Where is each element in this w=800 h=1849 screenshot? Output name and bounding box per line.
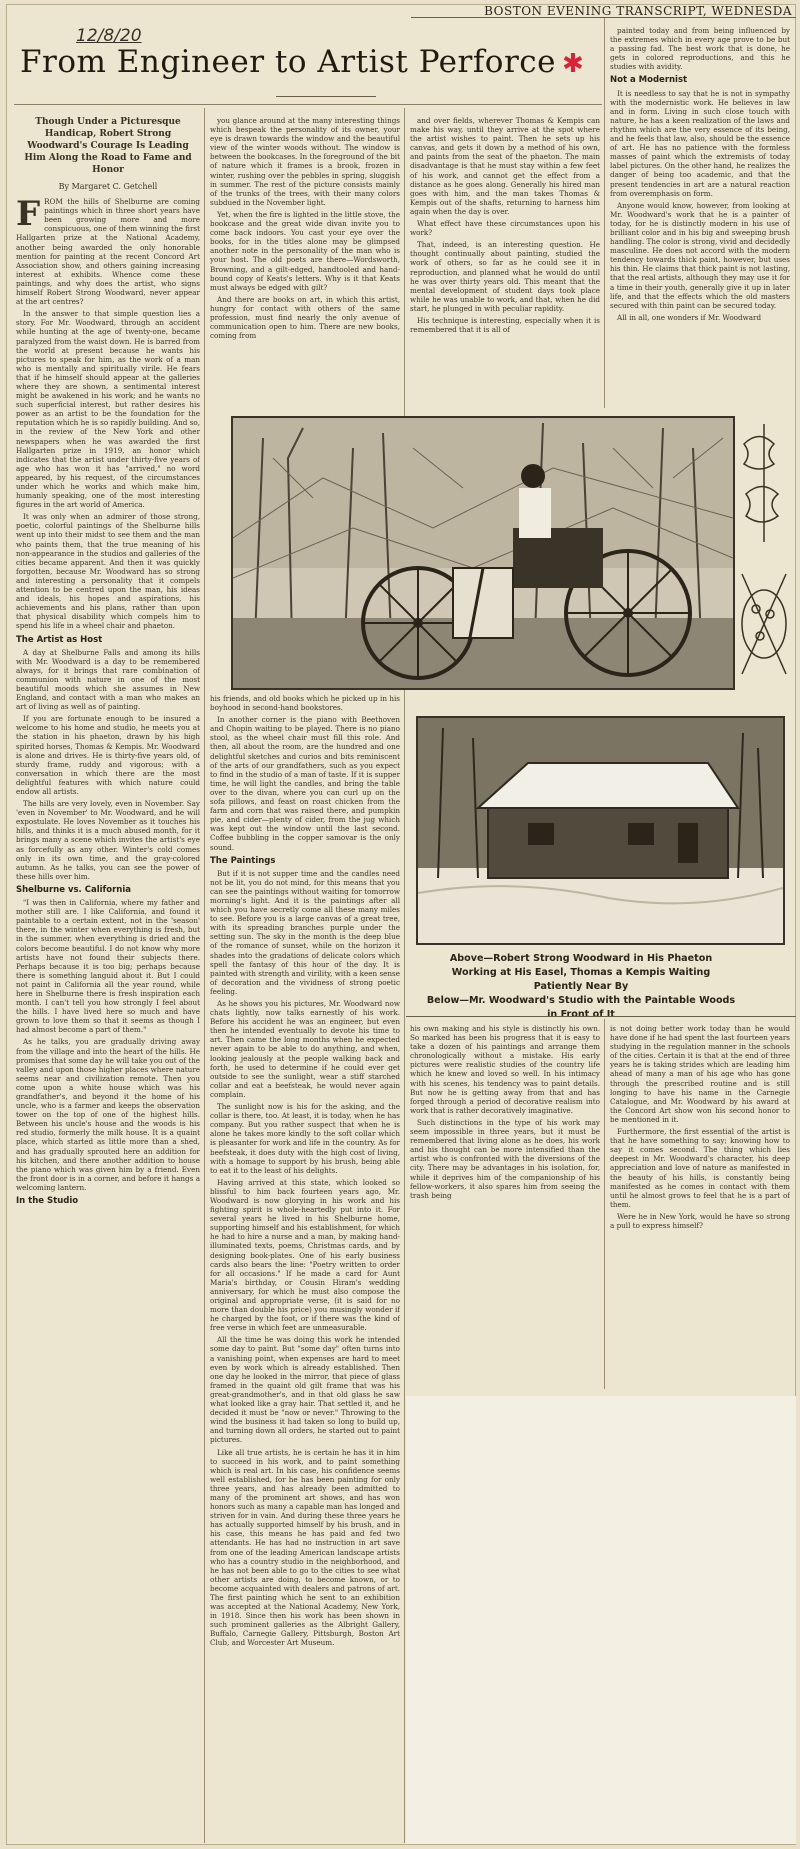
column-3-top <box>410 116 600 406</box>
column-4-top <box>610 26 790 406</box>
paragraph: That, indeed, is an interesting question. He thought continually about painting, studied the work of others, so far as he could see it in reproduction, and planned what he would do until he was over thirty years old. This meant that the mental development of student days took place while he was unable to work, and that, when he did start, he plunged in with peculiar rapidity. <box>410 240 600 313</box>
caption-rule <box>406 1016 796 1017</box>
paragraph: In another corner is the piano with Beethoven and Chopin waiting to be played. There is no piano stool, as the wheel chair must fill this role. And then, all about the room, are the hundred and one delightful sketches and curios and bits reminiscent of the arts of our grandfathers, such as you expect to find in the studio of a man of taste. If it is supper time, he will light the candles, and bring the table over to the divan, where you can curl up on the sofa pillows, and feast on roast chicken from the farm and corn that was raised there, and pumpkin pie, and cider—plenty of cider, from the jug which was kept out the window until the last second. Coffee bubbling in the copper samovar is the only sound. <box>210 715 400 852</box>
subhead: In the Studio <box>16 1196 79 1207</box>
subhead: Not a Modernist <box>610 75 688 86</box>
paragraph: It was only when an admirer of those strong, poetic, colorful paintings of the Shelburne hills went up into their midst to see them and the man who paints them, that the true meaning of his non-appearance in the studios and galleries of the cities became apparent. And then it was quickly forgotten, because Mr. Woodward has so strong and interesting a personality that it compels attention to be centred upon the man, his ideas and ideals, his hopes and aspirations, his achievements and his plans, rather than upon that physical disability which compels him to spend his life in a wheel chair and phaeton. <box>16 512 200 631</box>
article-deck: Though Under a Picturesque Handicap, Robert Strong Woodward's Courage Is Leading Him Along the Road to Fame and Honor <box>24 117 192 175</box>
paragraph: All the time he was doing this work he intended some day to paint. But "some day" often turns into a vanishing point, when expenses are hard to meet even by work which is already established. Then one day he looked in the mirror, that piece of glass framed in the quaint old gilt frame that was his great-grandmother's, and in that old glass he saw what looked like a gray hair. That settled it, and he decided it must be "now or never." Throwing to the wind the business it had taken so long to build up, and turning down all orders, he started out to paint pictures. <box>210 1335 400 1445</box>
brushes-ornament-icon <box>734 564 794 684</box>
paragraph: Were he in New York, would he have so strong a pull to express himself? <box>610 1211 790 1230</box>
paragraph: As he shows you his pictures, Mr. Woodward now chats lightly, now talks earnestly of his work. Before his accident he was an engineer, but even then he intended eventually to devote his time to art. Then came the long months when he expected never again to be able to do anything, and when, looking jealously at the people walking back and forth, he used to determine if he could ever get outside to see the sunlight, wear a stiff starched collar and eat a beefsteak, he would never again complain. <box>210 999 400 1099</box>
subhead: The Artist as Host <box>16 634 103 645</box>
paragraph: The sunlight now is his for the asking, and the collar is there, too. At least, it is today, when he has company. But you rather suspect that when he is alone he takes more kindly to the soft collar which is pleasanter for work and life in the country. As for beefsteak, it does duty with the high cost of living, with a homage to support by his brush, being able to eat it to the least of his delights. <box>210 1102 400 1175</box>
paragraph: What effect have these circumstances upon his work? <box>410 219 600 238</box>
subhead: The Paintings <box>210 855 276 866</box>
paragraph: Such distinctions in the type of his work may seem impossible in three years, but it must be remembered that living alone as he does, his work and his thought can be more intensified than the artist who is confronted with the diversions of the city. There may be advantages in his isolation, for, while it deprives him of the companionship of his fellow-workers, it also spares him from seeing the trash being <box>410 1117 600 1200</box>
column-4-bottom <box>610 1024 790 1384</box>
paragraph: All in all, one wonders if Mr. Woodward <box>617 312 762 322</box>
paragraph: In the answer to that simple question lies a story. For Mr. Woodward, through an accident while hunting at the age of twenty-one, became paralyzed from the waist down. He is barred from the world at present because he wants his pictures to speak for him, as the work of a man who is mentally and spiritually virile. He fears that if he himself should appear at the galleries where they are shown, a sentimental interest might be awakened in his work; and he wants no such superficial interest, but rather desires his power as an artist to be the foundation for the reputation which he is so rapidly building. And so, in the review of the New York and other newspapers when he was awarded the first Hallgarten prize in 1919, an honor which indicates that the artist under thirty-five years of age who has won it has "arrived," no word appeared, by his request, of the circumstances under which he works and which make him, humanly speaking, one of the most interesting figures in the art world of America. <box>16 309 200 510</box>
photo-studio-image <box>418 718 783 943</box>
paragraph: painted today and from being influenced by the extremes which in every age prove to be but a passing fad. The best work that is done, he gets in colored reproductions, and this he studies with avidity. <box>610 26 790 72</box>
palette-ornament-icon <box>734 424 794 544</box>
headline-rule <box>276 96 376 97</box>
column-1 <box>16 116 200 1841</box>
paragraph: His technique is interesting, especially when it is remembered that it is all of <box>410 315 600 335</box>
photo-caption <box>426 952 736 1022</box>
paragraph: As he talks, you are gradually driving away from the village and into the heart of the hills. He promises that some day he will take you out of the valley and upon those higher places where nature seems near and civilization remote. Then you come upon a white house which was his grandfather's, and beyond it the home of his uncle, who is a farmer and keeps the observation tower on the top of one of the highest hills. Between his uncle's house and the woods is his red studio, formerly the milk house. It is a quaint place, which started as little more than a shed, and has gradually sprouted here an addition for his kitchen, and there another addition to house the piano which was given him by a friend. Even the front door is in a corner, and before it hangs a welcoming lantern. <box>16 1037 200 1192</box>
paragraph: Having arrived at this state, which looked so blissful to him back fourteen years ago, Mr. Woodward is now glorying in his work and his fighting spirit is whole-heartedly put into it. For several years he lived in his Shelburne home, supporting himself and his establishment, for which he had to hire a nurse and a man, by making hand-illuminated texts, poems, Christmas cards, and by designing book-plates. One of his early business cards also bears the line: "Poetry written to order for all occasions." If he made a card for Aunt Maria's birthday, or Cousin Hiram's wedding anniversary, for which he must also compose the original and appropriate verse, (it is said for no more than double his price) you musingly wonder if he charged by the foot, or if there was the kind of free verse in which feet are unmeasurable. <box>210 1177 400 1333</box>
column-rule <box>604 18 605 408</box>
paragraph: his own making and his style is distinctly his own. So marked has been his progress that it is easy to take a dozen of his paintings and arrange them chronologically without a mistake. His early pictures were realistic studies of the country life which he knew and loved so well. In his intimacy with his scenes, his tendency was to paint details. But now he is getting away from that and has forged through a period of decorative realism into work that is rather decoratively imaginative. <box>410 1024 600 1115</box>
paragraph: Like all true artists, he is certain he has it in him to succeed in his work, and to paint something which is real art. In his case, his confidence seems well established, for he has been painting for only three years, and has already been admitted to many of the prominent art shows, and has won honors such as many a capable man has longed and striven for in vain. And during these three years he has actually supported himself by his brush, and in his case, this means he has paid and fed two attendants. He has had no instruction in art save from one of the leading American landscape artists who has a country studio in the neighborhood, and he has not been able to go to the cities to see what other artists are doing, to become known, or to become acquainted with dealers and patrons of art. The first painting which he sent to an exhibition was accepted at the National Academy, New York, in 1918. Since then his work has been shown in such prominent galleries as the Albright Gallery, Buffalo, Carnegie Gallery, Pittsburgh, Boston Art Club, and Worcester Art Museum. <box>210 1447 400 1648</box>
paragraph: and over fields, wherever Thomas & Kempis can make his way, until they arrive at the spot where the artist wishes to paint. Then he sets up his canvas, and gets it down by a method of his own, and paints from the seat of the phaeton. The main disadvantage is that he must stay within a few feet of his work, and cannot get the effect from a distance as he goes along. Generally his hired man goes with him, and the man takes Thomas & Kempis out of the shafts, returning to harness him again when the day is over. <box>410 116 600 216</box>
column-2-top <box>210 116 400 406</box>
blank-area <box>406 1396 796 1844</box>
caption-above: Above—Robert Strong Woodward in His Phaeton Working at His Easel, Thomas a Kempis Waiting Patiently Near By <box>449 953 713 992</box>
paragraph: The hills are very lovely, even in November. Say 'even in November' to Mr. Woodward, and he will expostulate. He loves November as it touches his hills, and thinks it is a much abused month, for it brings many a scene which invites the artist's eye as forcefully as any other. Winter's cold comes only in its own time, and the gray-colored autumn. As he talks, you can see the power of these hills over him. <box>16 799 200 881</box>
photo-phaeton <box>231 416 735 690</box>
photo-studio <box>416 716 785 945</box>
paragraph: A day at Shelburne Falls and among its hills with Mr. Woodward is a day to be remembered always, for it brings that rare combination of communion with nature in one of the most beautiful moods which she assumes in New England, and contact with a man who makes an art of living as well as of painting. <box>16 647 200 712</box>
top-rule <box>14 104 602 105</box>
column-rule <box>204 108 205 1843</box>
column-3-bottom <box>410 1024 600 1384</box>
paragraph: But if it is not supper time and the candles need not be lit, you do not mind, for this means that you can see the paintings without waiting for tomorrow morning's light. And it is the paintings after all which you have secretly come all these many miles to see. Before you is a large canvas of a great tree, with its spreading branches purple under the setting sun. The sky in the month is the deep blue of the romance of sunset, while on the horizon it shades into the gradations of delicate colors which spell the fantasy of this hour of the day. It is painted with strength and virility, with a keen sense of decoration and the vividness of strong poetic feeling. <box>210 868 400 996</box>
paragraph: you glance around at the many interesting things which bespeak the personality of its owner, your eye is drawn towards the window and the beautiful view of the winter woods without. The window is between the bookcases. In the foreground of the bit of nature which it frames is a brook, frozen in winter, rushing over the pebbles in spring, sluggish in summer. The rest of the picture consists mainly of the trunks of the trees, with their many colors subdued in the November light. <box>210 116 400 207</box>
newspaper-page <box>6 4 796 1845</box>
paragraph: Yet, when the fire is lighted in the little stove, the bookcase and the great wide divan invite you to come back indoors. You cast your eye over the books, for in the titles alone may be glimpsed another note in the personality of the man who is your host. The old poets are there—Wordsworth, Browning, and a gilt-edged, handtooled and hand-bound copy of Keats's letters. Why is it that Keats must always be edged with gilt? <box>210 209 400 292</box>
paragraph: If you are fortunate enough to be insured a welcome to his home and studio, he meets you at the station in his phaeton, drawn by his high spirited horses, Thomas & Kempis. Mr. Woodward is alone and drives. He is thirty-five years old, of sturdy frame, ruddy and vigorous; with a conversation in which there are the most delightful features with which nature could endow all artists. <box>16 714 200 796</box>
paragraph: "I was then in California, where my father and mother still are. I like California, and found it paintable to a certain extent, not in the 'season' there, in the winter when everything is fresh, but in the summer, when everything is dried and the colors become beautiful. I do not know why more artists have not found their subjects there. Perhaps because it is too big; perhaps because there is something languid about it. But I could not paint in California all the year round, while here in Shelburne there is fresh inspiration each month. I can't tell you how strongly I feel about the hills. I have lived here so much and have grown to love them so that it seems as though I had almost become a part of them." <box>16 898 200 1035</box>
subhead: Shelburne vs. California <box>16 884 131 895</box>
caption-below: Below—Mr. Woodward's Studio with the Paintable Woods in Front of It <box>426 995 736 1020</box>
handwritten-date: 12/8/20 <box>76 26 142 46</box>
masthead: BOSTON EVENING TRANSCRIPT, WEDNESDA <box>411 4 796 18</box>
paragraph: It is needless to say that he is not in sympathy with the modernistic work. He believes in law and in form. Living in such close touch with nature, he has a keen realization of the laws and rhythm which are the very essence of its being, and he feels that law, also, should be the essence of art. He has no patience with the formless masses of paint which the extremists of today label pictures. On the other hand, he realizes the danger of being too academic, and that the present tendencies in art are a natural reaction from overemphasis on form. <box>610 88 790 198</box>
red-star-mark-icon: ✱ <box>562 49 584 79</box>
drop-cap: F <box>16 194 41 235</box>
paragraph: is not doing better work today than he would have done if he had spent the last fourteen years studying in the regulation manner in the schools of the cities. Certain it is that at the end of three years he is taking strides which are leading him ahead of many a man of his age who has gone through the prescribed routine and is still longing to have his name in the Carnegie Catalogue, and Mr. Woodward by his award at the Concord Art show won his second honor to be mentioned in it. <box>610 1024 790 1124</box>
column-2-bottom <box>210 694 400 1842</box>
photo-phaeton-image <box>233 418 733 688</box>
column-rule <box>404 108 405 1843</box>
paragraph: And there are books on art, in which this artist, hungry for contact with others of the same profession, must find nearly the only avenue of communication open to him. There are new books, coming from <box>210 294 400 341</box>
paragraph: his friends, and old books which he picked up in his boyhood in second-hand bookstores. <box>210 694 400 713</box>
paragraph: ROM the hills of Shelburne are coming paintings which in three short years have been growing more and more conspicuous, one of them winning the first Hallgarten prize at the National Academy, another being awarded the only honorable mention for painting at the recent Concord Art Association show, and others gaining increasing interest at exhibits. Whence come these paintings, and why does the artist, who signs himself Robert Strong Woodward, never appear at the art centres? <box>16 197 200 307</box>
paragraph: Anyone would know, however, from looking at Mr. Woodward's work that he is a painter of today, for he is distinctly modern in his use of brilliant color and in his big and sweeping brush handling. The color is strong, vivid and decidedly masculine. He does not accord with the modern tendency towards thick paint, however, but uses his thin. He claims that thick paint is not lasting, that the real artists, although they may use it for a time in their youth, generally give it up in later life, and that the effects which the old masters secured with thin paint can be secured today. <box>610 200 790 310</box>
column-rule <box>604 1019 605 1389</box>
byline: By Margaret C. Getchell <box>58 182 158 191</box>
headline: From Engineer to Artist Perforce <box>20 44 556 80</box>
paragraph: Furthermore, the first essential of the artist is that he have something to say; knowing how to say it comes second. The thing which lies deepest in Mr. Woodward's character, his deep appreciation and love of nature as manifested in the beauty of his hills, is constantly being manifested as he comes in contact with them until he almost grows to feel that he is a part of them. <box>610 1127 790 1209</box>
